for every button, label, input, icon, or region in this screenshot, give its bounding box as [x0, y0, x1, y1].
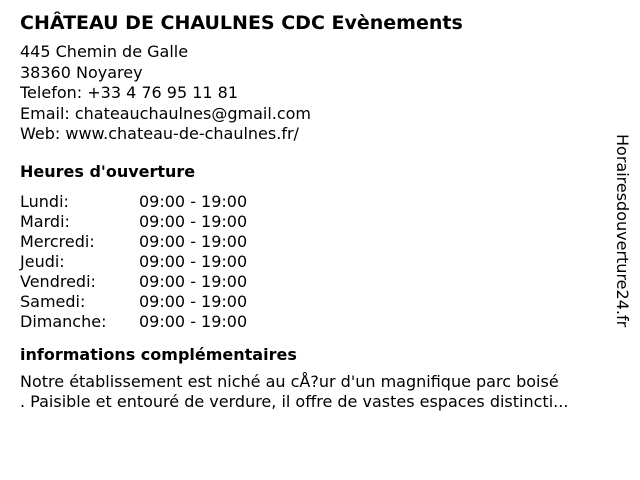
hours-day: Mardi:	[20, 211, 70, 231]
web-line: Web: www.chateau-de-chaulnes.fr/	[20, 124, 299, 143]
address-block	[20, 42, 620, 145]
hours-day: Mercredi:	[20, 231, 95, 251]
hours-day: Vendredi:	[20, 271, 96, 291]
hours-time: 09:00 - 19:00	[139, 191, 248, 211]
street-address: 445 Chemin de Galle	[20, 42, 189, 61]
hours-row	[20, 232, 247, 252]
hours-row	[20, 252, 247, 272]
hours-row	[20, 312, 247, 332]
info-line: Notre établissement est niché au cÅ?ur d'un magnifique parc boisé	[20, 371, 559, 391]
hours-time: 09:00 - 19:00	[139, 251, 248, 271]
postal-city: 38360 Noyarey	[20, 62, 143, 82]
hours-time: 09:00 - 19:00	[139, 271, 248, 291]
hours-row	[20, 192, 247, 212]
hours-time: 09:00 - 19:00	[139, 291, 248, 311]
hours-row	[20, 212, 247, 232]
opening-hours-table	[20, 192, 247, 332]
info-line: . Paisible et entouré de verdure, il offre de vastes espaces distincti...	[20, 392, 569, 411]
phone-line: Telefon: +33 4 76 95 11 81	[20, 83, 239, 102]
additional-info-text	[20, 372, 620, 413]
business-info-card	[20, 10, 620, 413]
business-name: CHÂTEAU DE CHAULNES CDC Evènements	[20, 12, 463, 34]
site-brand-vertical: Horairesdouverture24.fr	[613, 134, 632, 328]
hours-day: Lundi:	[20, 191, 69, 211]
hours-row	[20, 272, 247, 292]
hours-day: Jeudi:	[20, 251, 65, 271]
hours-time: 09:00 - 19:00	[139, 211, 248, 231]
hours-day: Dimanche:	[20, 311, 107, 331]
email-line: Email: chateauchaulnes@gmail.com	[20, 103, 312, 123]
hours-time: 09:00 - 19:00	[139, 231, 248, 251]
additional-info-heading: informations complémentaires	[20, 344, 297, 364]
hours-time: 09:00 - 19:00	[139, 311, 248, 331]
hours-row	[20, 292, 247, 312]
hours-day: Samedi:	[20, 291, 86, 311]
opening-hours-heading: Heures d'ouverture	[20, 161, 196, 181]
